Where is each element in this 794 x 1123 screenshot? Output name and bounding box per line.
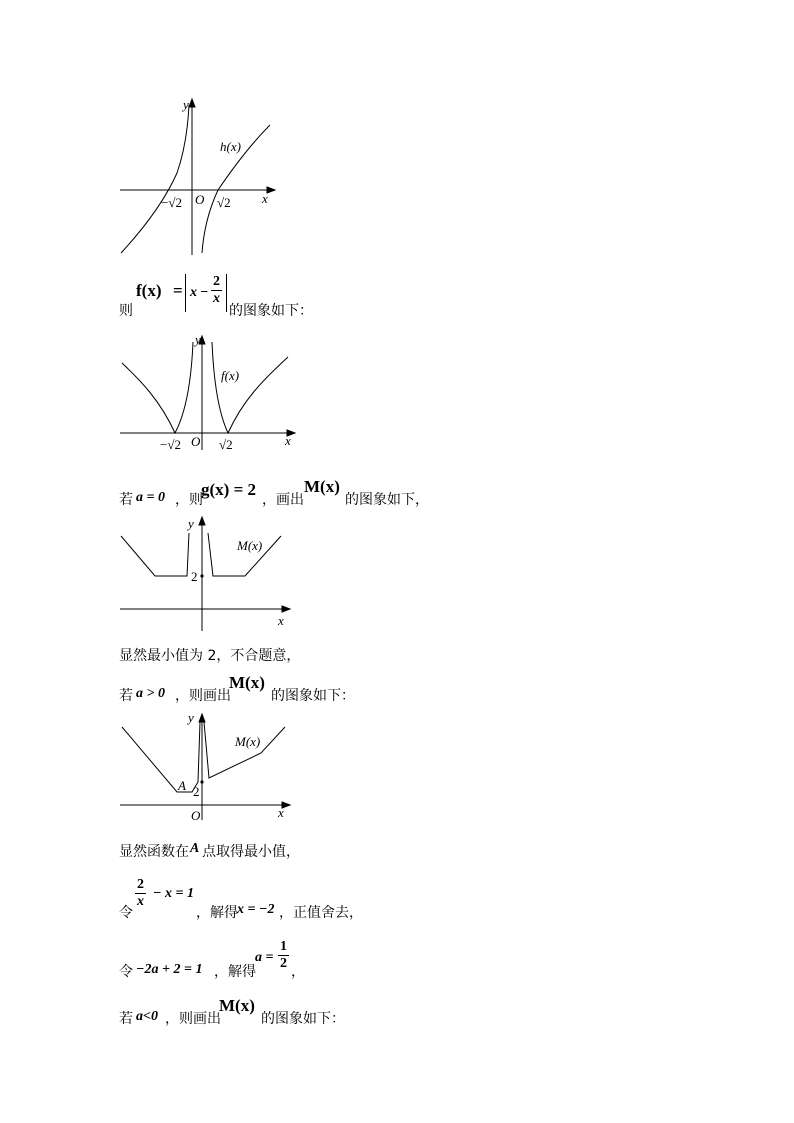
fraction-2-over-x: $\frac{2}{x}$ — [213, 274, 220, 306]
x-label: x — [278, 805, 284, 820]
figure-m-a-zero-graph — [115, 513, 295, 633]
h-curve-left — [121, 105, 189, 253]
figure-f-graph — [115, 330, 300, 455]
point-a-label: A — [178, 778, 186, 793]
abs-right-bar — [226, 274, 227, 312]
neg-sqrt2-label: −√2 — [160, 437, 181, 452]
point-2 — [200, 574, 203, 577]
m-curve-left — [121, 533, 189, 576]
f-curve-left — [122, 342, 193, 433]
figure-m-a-positive-graph — [115, 710, 295, 825]
fraction-1-over-2: $\frac{1}{2}$ — [280, 939, 287, 971]
y-label: y — [188, 710, 194, 725]
origin-label: O — [191, 808, 201, 823]
origin-label: O — [195, 192, 205, 207]
y-axis-arrow — [199, 714, 205, 722]
y-label: y — [188, 516, 194, 531]
two-label: 2 — [193, 784, 200, 799]
curve-label: M(x) — [235, 734, 261, 749]
two-label: 2 — [191, 569, 198, 584]
pos-sqrt2-label: √2 — [217, 195, 231, 210]
fraction-2-over-x: $\frac{2}{x}$ — [137, 877, 144, 909]
f-curve-right — [212, 342, 288, 433]
y-label: y — [195, 332, 201, 347]
curve-label: h(x) — [220, 139, 241, 154]
curve-label: M(x) — [237, 538, 263, 553]
pos-sqrt2-label: √2 — [219, 437, 233, 452]
y-axis-arrow — [199, 517, 205, 525]
x-label: x — [278, 613, 284, 628]
abs-left-bar — [185, 274, 186, 312]
x-label: x — [285, 433, 291, 448]
neg-sqrt2-label: −√2 — [161, 195, 182, 210]
m-curve-right — [204, 722, 285, 778]
m-curve-left — [122, 722, 200, 792]
curve-label: f(x) — [221, 368, 240, 383]
x-label: x — [262, 191, 268, 206]
y-label: y — [183, 97, 189, 112]
origin-label: O — [191, 434, 201, 449]
figure-h-graph — [115, 95, 280, 260]
point-2 — [200, 780, 203, 783]
y-axis-arrow — [189, 99, 195, 107]
x-axis-arrow — [282, 606, 290, 612]
x-axis-arrow — [267, 187, 275, 193]
line-min-two: 显然最小值为 2，不合题意， — [119, 648, 301, 664]
